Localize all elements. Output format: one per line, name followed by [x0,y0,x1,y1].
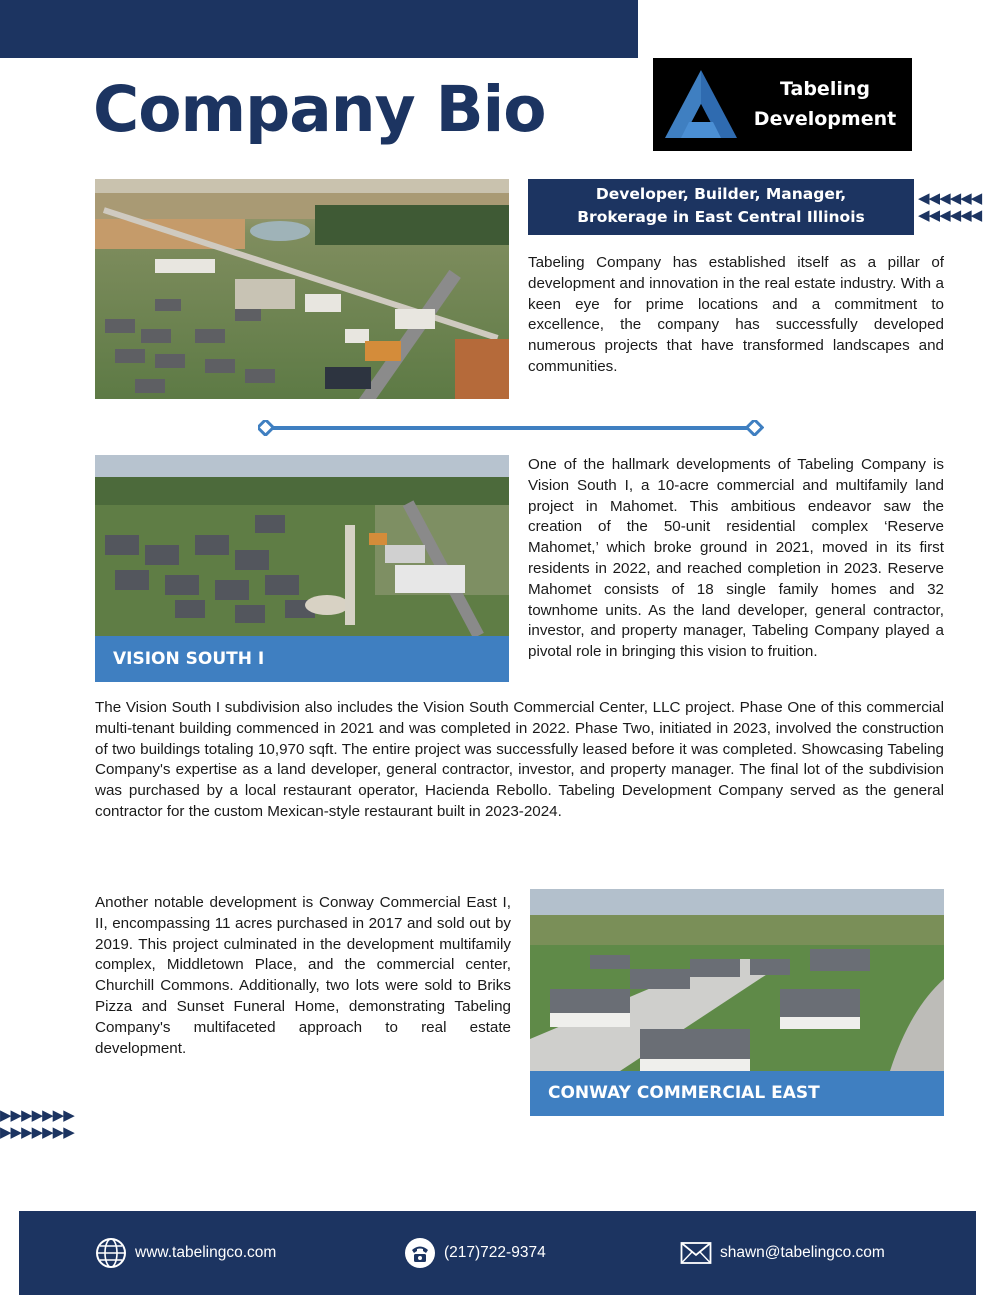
decorative-arrows-left-pointing [918,190,981,224]
tagline-banner [528,179,914,235]
arrow-row-1: ▶▶▶▶▶▶▶ [0,1106,74,1124]
conway-label: CONWAY COMMERCIAL EAST [530,1071,944,1116]
decorative-arrows-right-pointing [0,1107,74,1141]
vision-south-label: VISION SOUTH I [95,636,509,682]
conway-paragraph: Another notable development is Conway Commercial East I, II, encompassing 11 acres purchased in 2017 and sold out by 2019. This project culminated in the development multifamily complex, Middletown Place, and the commercial center, Churchill Commons. Additionally, two lots were sold to Briks Pizza and Sunset Funeral Home, demonstrating Tabeling Company's multifaceted approach to real estate development. [95,894,511,1057]
section-divider [258,420,764,436]
tagline-line-2: Brokerage in East Central Illinois [577,208,865,226]
arrow-row-1: ◀◀◀◀◀◀ [918,189,982,207]
page-title: Company Bio [93,73,546,146]
website-contact[interactable] [95,1237,276,1269]
triangle-logo-icon [661,68,741,142]
aerial-photo-overview [95,179,509,399]
intro-paragraph: Tabeling Company has established itself as a pillar of development and innovation in the real estate industry. With a keen eye for prime locations and a commitment to excellence, the company has successfully developed numerous projects that have transformed landscapes and communities. [528,254,944,375]
phone-icon [404,1237,436,1269]
logo-line-2: Development [753,108,897,130]
globe-icon [95,1237,127,1269]
email-address[interactable]: shawn@tabelingco.com [720,1244,885,1261]
vision-south-photo [95,455,509,636]
top-accent-bar [0,0,638,58]
tagline-line-1: Developer, Builder, Manager, [595,185,847,203]
contact-footer [19,1211,976,1295]
arrow-row-2: ◀◀◀◀◀◀ [918,206,982,224]
logo-wordmark [745,74,905,134]
vision-south-paragraph: One of the hallmark developments of Tabeling Company is Vision South I, a 10-acre commercial and multifamily land project in Mahomet. This ambitious endeavor saw the creation of the 50-unit residential complex ‘Reserve Mahomet,’ which broke ground in 2021, moved in its first residents in 2022, and reached completion in 2023. Reserve Mahomet consists of 18 single family homes and 32 townhome units. As the land developer, general contractor, investor, and property manager, Tabeling Company played a pivotal role in bringing this vision to fruition. [528,456,944,661]
company-logo [653,58,912,151]
envelope-icon [680,1241,712,1265]
logo-line-1: Tabeling [780,78,870,100]
commercial-center-paragraph: The Vision South I subdivision also includes the Vision South Commercial Center, LLC project. Phase One of this commercial multi-tenant building commenced in 2021 and was completed in 2022. Phase Two, initiated in 2023, involved the construction of two buildings totaling 10,970 sqft. The entire project was successfully leased before it was completed. Showcasing Tabeling Company's expertise as a land developer, general contractor, investor, and property manager. The final lot of the subdivision was purchased by a local restaurant operator, Hacienda Rebollo. Tabeling Development Company served as the general contractor for the custom Mexican-style restaurant built in 2023-2024. [95,699,944,820]
arrow-row-2: ▶▶▶▶▶▶▶ [0,1123,74,1141]
email-contact[interactable] [680,1237,885,1269]
phone-contact[interactable] [404,1237,546,1269]
conway-photo [530,889,944,1071]
phone-number[interactable]: (217)722-9374 [444,1244,546,1261]
website-link[interactable]: www.tabelingco.com [135,1244,277,1261]
